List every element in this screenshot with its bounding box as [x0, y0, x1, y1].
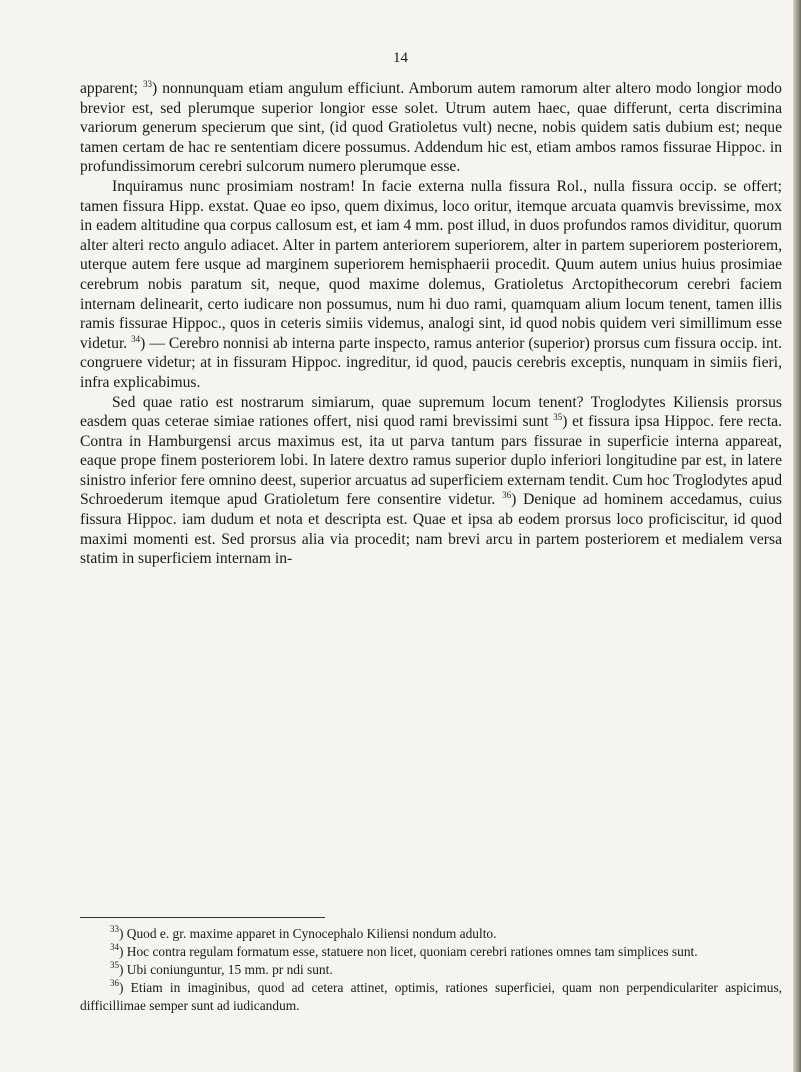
page-number: 14	[393, 50, 408, 66]
footnote	[80, 979, 782, 1015]
text-run: Inquiramus nunc prosimiam nostram! In facie externa nulla fissura Rol., nulla fissura occip. se offert; tamen fissura Hipp. exstat. Quae eo ipso, quem diximus, loco oritur, itemque arcuata quamvis brevissime, mox in eadem altitudine qua corpus callosum est, et iam 4 mm. post illud, in duos profundos ramos dividitur, quorum alter alteri recto angulo adiacet. Alter in partem anteriorem superiorem, alter in partem superiorem posteriorem, uterque autem fere usque ad marginem superiorem hemisphaerii procedit. Quum autem unius huius prosimiae cerebrum nobis paratum sit, neque, quod maxime dolemus, Gratioletus Arctopithecorum cerebri faciem internam delinearit, certo iudicare non possumus, num hi duo rami, quamquam alium locum tenent, tamen illis ramis fissurae Hippoc., quos in ceteris simiis videmus, analogi sint, id quod nobis quidem veri simillimum esse videtur.	[80, 177, 782, 352]
footnote-ref[interactable]: 36	[502, 490, 512, 501]
footnote-divider	[80, 917, 325, 918]
footnote-marker: 35	[110, 960, 119, 970]
text-run: ) et fissura ipsa Hippoc. fere recta. Contra in Hamburgensi arcus maximus est, ita ut parva tantum pars fissurae in superficie interna appareat, eaque prope finem posteriorem lobi. In latere dextro ramus superior duplo inferiori longitudine par est, in latere sinistro inferior fere omnino deest, superior arcuatus ad superficiem externam tendit. Cum hoc Troglodytes apud Schroederum itemque apud Gratioletum fere consentire videtur.	[80, 413, 783, 509]
page-edge-shadow	[793, 0, 801, 1072]
text-run: Sed quae ratio est nostrarum simiarum, quae supremum locum tenent? Troglodytes Kiliensis prorsus easdem quas ceterae simiae rationes offert, nisi quod rami brevissimi sunt	[80, 393, 782, 431]
footnote-text: ) Quod e. gr. maxime apparet in Cynocephalo Kiliensi nondum adulto.	[119, 926, 497, 941]
footnote-text: ) Etiam in imaginibus, quod ad cetera attinet, optimis, rationes superficiei, quam non perpendiculariter aspicimus, difficillimae semper sunt ad iudicandum.	[80, 980, 782, 1013]
footnote-marker: 34	[110, 942, 119, 952]
footnote-ref[interactable]: 34	[131, 333, 141, 344]
footnotes	[80, 925, 782, 1015]
text-run: ) — Cerebro nonnisi ab interna parte inspecto, ramus anterior (superior) prorsus cum fissura occip. int. congruere videtur; at in fissuram Hippoc. ingreditur, id quod, paucis cerebris exceptis, nunquam in simiis fieri, infra explicabimus.	[80, 334, 782, 391]
text-run: ) nonnunquam etiam angulum efficiunt. Amborum autem ramorum alter altero modo longior modo brevior est, sed plerumque superior longior esse solet. Utrum autem haec, quae differunt, certa discrimina variorum generum specierum que sint, (id quod Gratioletus vult) necne, nobis quidem satis dubium est; neque tamen certam de hac re sententiam dicere possumus. Addendum hic est, etiam ambos ramos fissurae Hippoc. in profundissimorum cerebri sulcorum numero plerumque esse.	[80, 80, 782, 176]
footnote-ref[interactable]: 35	[553, 412, 563, 423]
footnote-marker: 33	[110, 924, 119, 934]
footnote	[80, 925, 782, 943]
text-run: ) Denique ad hominem accedamus, cuius fissura Hippoc. iam dudum et nota et descripta est. Quae et ipsa ab eodem prorsus loco proficiscitur, id quod maximi momenti est. Sed prorsus alia via procedit; nam brevi arcu in partem posteriorem et medialem versa statim in superficiem internam in-	[80, 491, 782, 568]
footnote	[80, 943, 782, 961]
paragraph	[80, 79, 782, 177]
main-text	[80, 79, 782, 569]
paragraph	[80, 393, 782, 569]
footnote-text: ) Ubi coniunguntur, 15 mm. pr ndi sunt.	[119, 962, 333, 977]
footnote-marker: 36	[110, 978, 119, 988]
footnote-ref[interactable]: 33	[143, 79, 153, 89]
footnote	[80, 961, 782, 979]
footnote-text: ) Hoc contra regulam formatum esse, statuere non licet, quoniam cerebri rationes omnes tam simplices sunt.	[119, 944, 698, 959]
paragraph	[80, 177, 782, 393]
text-run: apparent;	[80, 80, 144, 97]
